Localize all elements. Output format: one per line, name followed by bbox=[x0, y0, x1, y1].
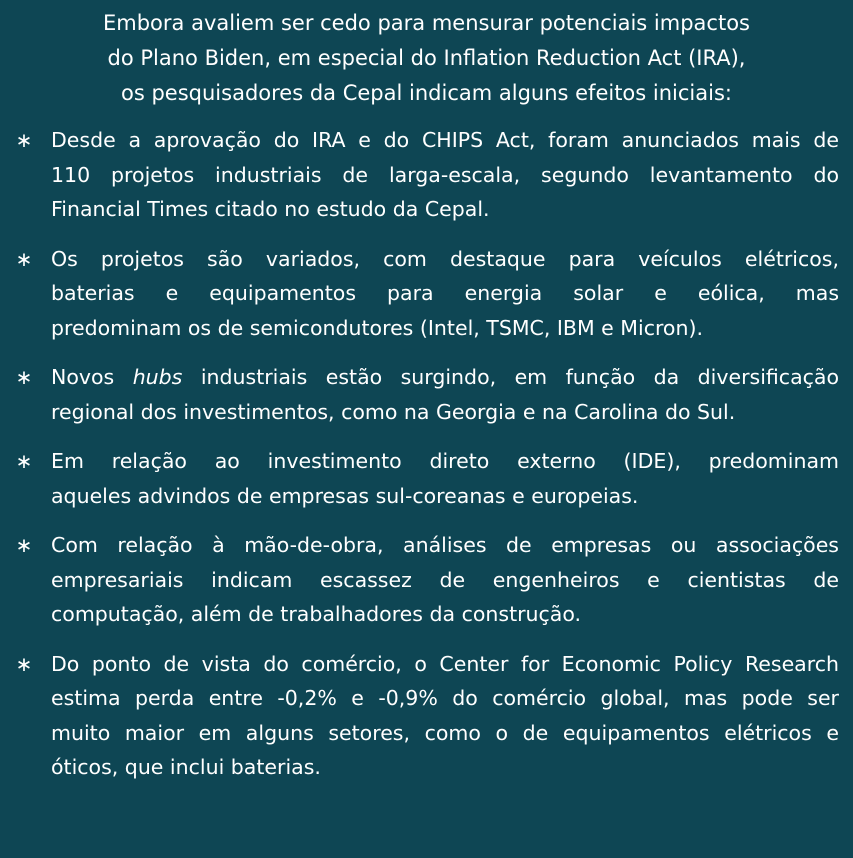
effects-list bbox=[14, 123, 839, 785]
asterisk-icon: ∗ bbox=[15, 128, 33, 152]
list-item-line: estima perda entre -0,2% e -0,9% do comércio global, mas pode ser bbox=[51, 686, 839, 710]
list-item-line: baterias e equipamentos para energia solar e eólica, mas bbox=[51, 281, 839, 305]
list-item-line: Desde a aprovação do IRA e do CHIPS Act, foram anunciados mais de bbox=[51, 128, 839, 152]
list-item-line: óticos, que inclui baterias. bbox=[51, 755, 321, 779]
list-item-text: industriais estão surgindo, em função da diversificação bbox=[182, 365, 840, 389]
intro-line: Embora avaliem ser cedo para mensurar potenciais impactos bbox=[103, 11, 750, 35]
list-item bbox=[14, 123, 839, 227]
list-item bbox=[14, 444, 839, 513]
list-item-line: predominam os de semicondutores (Intel, TSMC, IBM e Micron). bbox=[51, 315, 703, 340]
intro-line: os pesquisadores da Cepal indicam alguns efeitos iniciais: bbox=[121, 81, 732, 105]
list-item-line: Com relação à mão-de-obra, análises de empresas ou associações bbox=[51, 533, 839, 557]
list-item-line: regional dos investimentos, como na Georgia e na Carolina do Sul. bbox=[51, 399, 736, 424]
list-item-line: Em relação ao investimento direto externo (IDE), predominam bbox=[51, 449, 839, 473]
intro-line: do Plano Biden, em especial do Inflation Reduction Act (IRA), bbox=[107, 46, 746, 70]
list-item-line: 110 projetos industriais de larga-escala, segundo levantamento do bbox=[51, 162, 839, 187]
asterisk-icon: ∗ bbox=[15, 533, 33, 557]
list-item-line: empresariais indicam escassez de engenheiros e cientistas de bbox=[51, 567, 839, 592]
asterisk-icon: ∗ bbox=[15, 246, 33, 271]
list-item-line: muito maior em alguns setores, como o de equipamentos elétricos e bbox=[51, 720, 839, 745]
asterisk-icon: ∗ bbox=[15, 365, 33, 389]
intro-paragraph bbox=[14, 6, 839, 111]
list-item-line: computação, além de trabalhadores da construção. bbox=[51, 602, 582, 626]
list-item bbox=[14, 360, 839, 429]
list-item-line: Financial Times citado no estudo da Cepal. bbox=[51, 197, 490, 221]
list-item bbox=[14, 528, 839, 632]
emphasis-text: hubs bbox=[132, 365, 183, 389]
list-item-text: Novos bbox=[51, 365, 133, 389]
list-item-line: Do ponto de vista do comércio, o Center for Economic Policy Research bbox=[51, 651, 839, 676]
asterisk-icon: ∗ bbox=[15, 651, 33, 676]
list-item bbox=[14, 242, 839, 346]
list-item bbox=[14, 647, 839, 785]
asterisk-icon: ∗ bbox=[15, 449, 33, 473]
list-item-line bbox=[51, 360, 839, 395]
list-item-line: Os projetos são variados, com destaque para veículos elétricos, bbox=[51, 246, 839, 271]
list-item-line: aqueles advindos de empresas sul-coreanas e europeias. bbox=[51, 483, 639, 508]
